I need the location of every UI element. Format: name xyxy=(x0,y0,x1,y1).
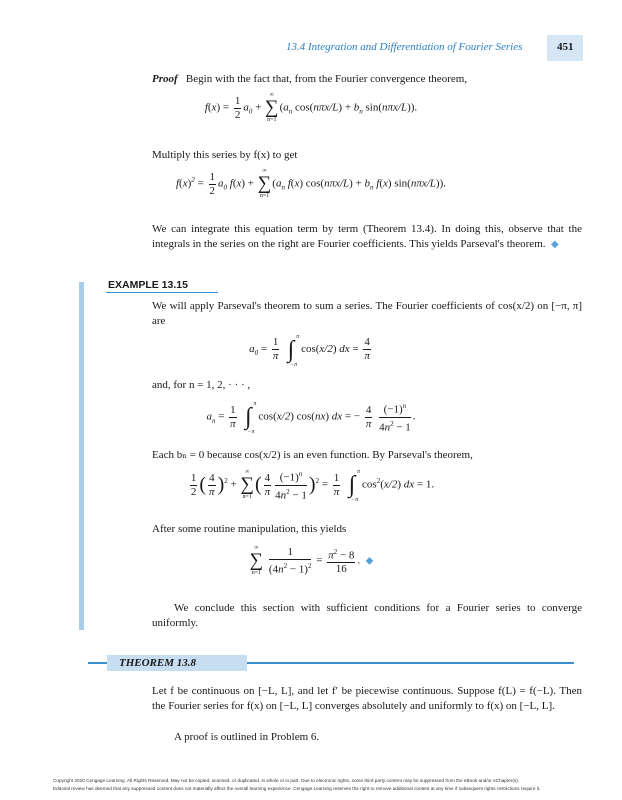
and-for-text: and, for n = 1, 2, · · · , xyxy=(152,379,251,391)
page-number: 451 xyxy=(557,41,574,53)
running-header-title: 13.4 Integration and Differentiation of Fourier Series xyxy=(286,41,523,53)
multiply-text: Multiply this series by f(x) to get xyxy=(152,149,298,161)
proof-intro xyxy=(152,72,582,87)
footer-copyright-line2: Editorial review has deemed that any suppressed content does not materially affect the overall learning experience. Cengage Learning reserves the right to remove additional content at any time if subsequent rights restrictions require it. xyxy=(53,786,541,791)
equation-fourier-series: f(x) = $\frac{1}{2}$ $a_0$ + ∞ ∑ n=1 ($a_n$ $\cos(n\pi x/L) + b_n$ sin(nπx/L)). xyxy=(204,92,418,123)
example-intro: We will apply Parseval's theorem to sum a series. The Fourier coefficients of cos(x/2) on [−π, π] are xyxy=(152,300,582,328)
bn-text: Each bₙ = 0 because cos(x/2) is an even function. By Parseval's theorem, xyxy=(152,449,473,461)
end-of-proof-icon: ◆ xyxy=(551,239,559,251)
example-sidebar-bar xyxy=(79,282,84,630)
equation-multiplied-series: $f(x)^2$ = $\frac{1}{2}$ $a_0$ f(x) + ∞ ∑ n=1 ($a_n$ f(x) $\cos(n\pi x/L) + b_n$ f(x) sin(nπx/L)). xyxy=(175,168,446,199)
equation-parseval: $\frac{1}{2}$ ( $\frac{4}{\pi}$ )$^2$ + ∞ ∑ n=1 ( $\frac{4}{\pi}$ $\frac{(-1)^n}{4n^2 - 1}$ )$^2$ = $\frac{1}{\pi}$ ∫ π −π $\cos^2(x/2)$ dx = 1. xyxy=(190,469,435,504)
example-rule xyxy=(106,292,218,293)
proof-label: Proof xyxy=(152,73,178,85)
end-of-example-icon: ◆ xyxy=(365,555,374,567)
theorem-label: THEOREM 13.8 xyxy=(119,657,197,669)
equation-a0: $a_0$ = $\frac{1}{\pi}$ ∫ π −π cos(x/2) dx = $\frac{4}{\pi}$ xyxy=(249,333,370,368)
integrate-text xyxy=(152,222,582,253)
theorem-proof-note: A proof is outlined in Problem 6. xyxy=(174,731,320,743)
routine-text: After some routine manipulation, this yields xyxy=(152,523,347,535)
integrate-text-body: We can integrate this equation term by term (Theorem 13.4). In doing this, observe that the integrals in the series on the right are Fourier coefficients. This yields Parseval's theorem. xyxy=(152,223,582,251)
theorem-statement: Let f be continuous on [−L, L], and let f′ be piecewise continuous. Suppose f(L) = f(−L). Then the Fourier series for f(x) on [−L, L] converges absolutely and uniformly to f(x) on [−L, L]. xyxy=(152,685,582,713)
conclusion-text: We conclude this section with sufficient conditions for a Fourier series to converge uniformly. xyxy=(152,602,582,630)
proof-intro-text: Begin with the fact that, from the Fourier convergence theorem, xyxy=(185,73,468,85)
footer-copyright-line1: Copyright 2010 Cengage Learning. All Rights Reserved. May not be copied, scanned, or duplicated, in whole or in part. Due to electronic rights, some third party content may be suppressed from the eBook and/or eChapter(s). xyxy=(53,778,520,783)
example-label: EXAMPLE 13.15 xyxy=(108,279,188,291)
equation-series-result: ∞ ∑ n=1 $\frac{1}{(4n^2 - 1)^2}$ = $\frac{\pi^2 - 8}{16}$ . ◆ xyxy=(249,545,374,576)
equation-an: $a_n$ = $\frac{1}{\pi}$ ∫ π −π cos(x/2) cos(nx) dx = − $\frac{4}{\pi}$ $\frac{(-1)^n}{4n^2 - 1}$ . xyxy=(206,401,416,436)
